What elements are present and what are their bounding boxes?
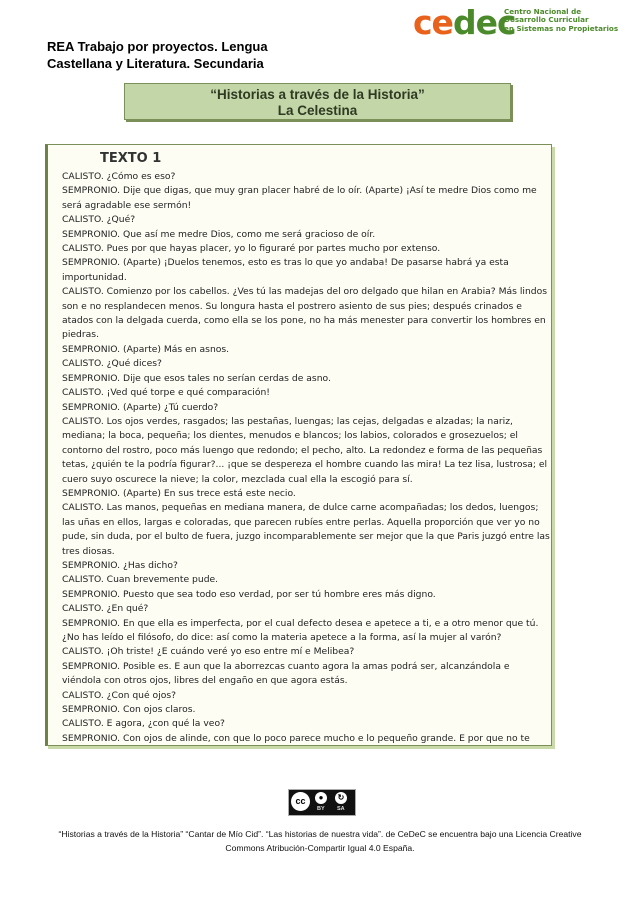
dialogue-line: SEMPRONIO. Con ojos de alinde, con que lo poco parece mucho e lo pequeño grande. E por que no te (62, 732, 530, 744)
dialogue-line: SEMPRONIO. (Aparte) En sus trece está este necio. (62, 487, 296, 499)
dialogue-line: CALISTO. ¿Cómo es eso? (62, 171, 176, 182)
dialogue-line: SEMPRONIO. Puesto que sea todo eso verdad, por ser tú hombre eres más digno. (62, 588, 436, 600)
dialogue-line: CALISTO. Cuan brevemente pude. (62, 574, 219, 586)
dialogue-line: CALISTO. Los ojos verdes, rasgados; las pestañas, luengas; las cejas, delgadas e alzadas; la nariz, mediana; la boca, pequeña; los dientes, menudos e blancos; los labios, colorados e grosezuelos; el contorno del rostro, poco más luengo que redondo; el pecho, alto. La redondez e forma de las pequeñas tetas, ¿quién te la podría figurar?... ¡que se despereza el hombre cuando las mira! La tez lisa, lustrosa; el cuero suyo oscurece la nieve; la color, mezclada cual ella la escogió para sí. (62, 415, 548, 485)
dialogue-line: CALISTO. Comienzo por los cabellos. ¿Ves tú las madejas del oro delgado que hilan en Arabia? Más lindos son e no resplandecen menos. Su longura hasta el postrero asiento de sus pies; después crinados e atados con la delgada cuerda, como ella se los pone, no ha más menester para convertir los hombres en piedras. (62, 286, 548, 341)
banner-title: “Historias a través de la Historia” (210, 87, 425, 102)
dialogue-line: CALISTO. ¡Ved qué torpe e qué comparación! (62, 387, 270, 399)
cc-icon: cc (291, 792, 310, 811)
dialogue-line: SEMPRONIO. Dije que esos tales no serían cerdas de asno. (62, 372, 331, 384)
dialogue-body (62, 170, 550, 746)
text-heading: TEXTO 1 (100, 151, 162, 166)
banner-subtitle: La Celestina (277, 103, 358, 118)
dialogue-line: SEMPRONIO. ¿Has dicho? (62, 559, 178, 571)
title-banner (124, 83, 511, 120)
logo-tagline (504, 8, 618, 33)
dialogue-line: CALISTO. ¿En qué? (62, 603, 149, 615)
logo-wordmark-ce: ce (413, 3, 453, 42)
dialogue-line: SEMPRONIO. (Aparte) ¿Tú cuerdo? (62, 401, 219, 413)
logo-wordmark (413, 4, 516, 42)
logo-line-1: Centro Nacional de (504, 7, 582, 16)
logo-wordmark-dec: dec (452, 3, 516, 42)
by-person-icon: ● (315, 792, 327, 804)
dialogue-line: CALISTO. ¡Oh triste! ¿E cuándo veré yo eso entre mí e Melibea? (62, 646, 355, 658)
document-header (47, 39, 287, 72)
dialogue-line: CALISTO. ¿Qué? (62, 214, 136, 226)
footer-line-1: “Historias a través de la Historia” “Cantar de Mío Cid”. “Las historias de nuestra vida”. de CeDeC se encuentra bajo una Licencia Creative (58, 829, 582, 839)
dialogue-line: SEMPRONIO. En que ella es imperfecta, por el cual defecto desea e apetece a ti, e a otro menor que tú. ¿No has leído el filósofo, do dice: así como la materia apetece a la forma, así la mujer al varón? (62, 617, 539, 643)
dialogue-line: SEMPRONIO. (Aparte) Más en asnos. (62, 343, 230, 355)
share-alike-icon: ↻ (335, 792, 347, 804)
dialogue-line: SEMPRONIO. (Aparte) ¡Duelos tenemos, esto es tras lo que yo andaba! De pasarse habrá ya esta importunidad. (62, 257, 509, 283)
dialogue-line: SEMPRONIO. Con ojos claros. (62, 704, 196, 716)
dialogue-line: CALISTO. ¿Con qué ojos? (62, 689, 177, 701)
cedec-logo (413, 3, 619, 44)
license-footer (40, 827, 600, 855)
header-line-1: REA Trabajo por proyectos. Lengua (47, 39, 268, 54)
header-line-2: Castellana y Literatura. Secundaria (47, 55, 264, 71)
dialogue-line: CALISTO. ¿Qué dices? (62, 358, 162, 370)
dialogue-line: CALISTO. Pues por que hayas placer, yo lo figuraré por partes mucho por extenso. (62, 243, 441, 255)
cc-license-badge[interactable] (288, 789, 356, 816)
dialogue-line: SEMPRONIO. Que así me medre Dios, como me será gracioso de oír. (62, 228, 376, 240)
text-box (45, 144, 552, 746)
by-label: BY (317, 806, 325, 812)
dialogue-line: CALISTO. Las manos, pequeñas en mediana manera, de dulce carne acompañadas; los dedos, luengos; las uñas en ellos, largas e coloradas, que parecen rubíes entre perlas. Aquella proporción que ver yo no pude, sin duda, por el bulto de fuera, juzgo incomparablemente ser mejor que la que Paris juzgó entre las tres diosas. (62, 502, 550, 557)
logo-line-2: Desarrollo Curricular (504, 15, 589, 25)
dialogue-line: SEMPRONIO. Dije que digas, que muy gran placer habré de lo oír. (Aparte) ¡Así te medre Dios como me será agradable ese sermón! (62, 185, 537, 211)
footer-line-2: Commons Atribución-Compartir Igual 4.0 España. (225, 843, 415, 853)
dialogue-line: SEMPRONIO. Posible es. E aun que la aborrezcas cuanto agora la amas podrá ser, alcanzándola e viéndola con otros ojos, libres del engaño en que agora estás. (62, 660, 510, 687)
sa-label: SA (337, 806, 345, 812)
dialogue-line: CALISTO. E agora, ¿con qué la veo? (62, 718, 225, 730)
logo-line-3: en Sistemas no Propietarios (504, 23, 619, 33)
